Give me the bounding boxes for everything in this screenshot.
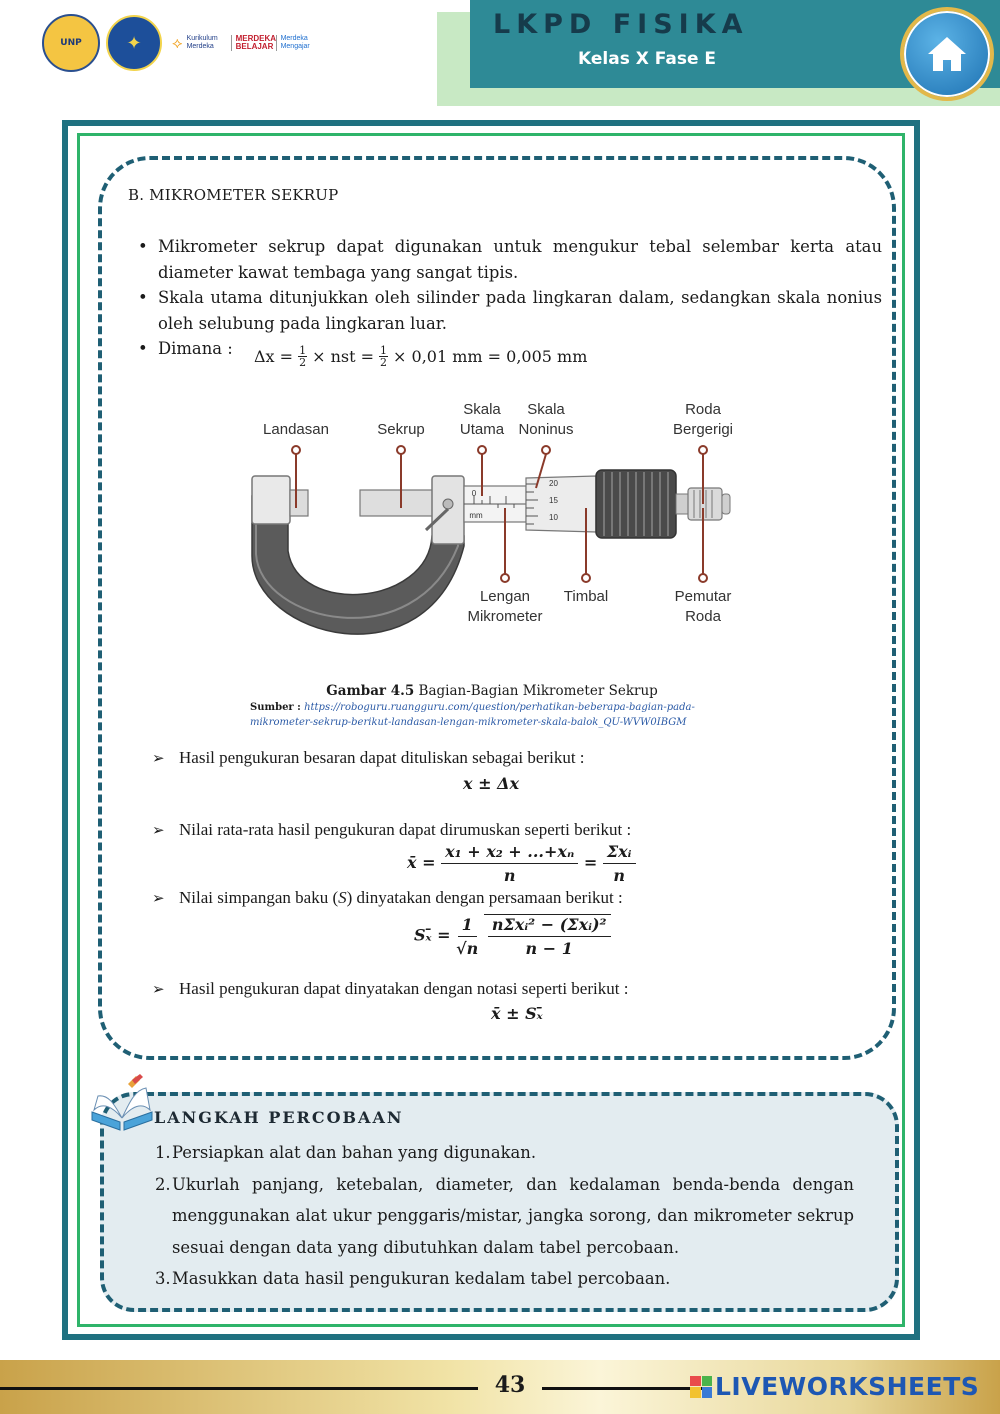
micrometer-illustration [238, 396, 750, 678]
pointer-skala-nonius [542, 446, 550, 454]
formula-lhs: Δx = [254, 347, 294, 366]
header-logos [42, 12, 319, 74]
arrow-bullet-icon: ➢ [152, 751, 165, 767]
least-count-formula [254, 345, 587, 368]
source-link[interactable]: https://roboguru.ruangguru.com/question/perhatikan-beberapa-bagian-pada-mikrometer-sekrup-berikut-landasan-lengan-mikrometer-skala-balok_QU-WVW0IBGM [250, 702, 695, 728]
worksheet-title: LKPD FISIKA [493, 9, 749, 40]
note-item: ➢ Nilai rata-rata hasil pengukuran dapat dirumuskan seperti berikut : [152, 820, 632, 839]
pointer-landasan [292, 446, 300, 454]
micrometer-anvil [252, 476, 290, 524]
footer-line-left [0, 1387, 478, 1390]
label-skala-utama-1: Skala [463, 401, 501, 418]
liveworksheets-logo[interactable] [690, 1372, 979, 1401]
label-skala-nonius-2: Noninus [518, 421, 574, 438]
note-item: ➢ Hasil pengukuran besaran dapat dituliskan sebagai berikut : [152, 748, 585, 767]
worksheet-subtitle: Kelas X Fase E [578, 49, 717, 69]
scale-20: 20 [549, 479, 558, 488]
home-icon [925, 34, 969, 74]
fraction-half: $\frac{1}{2}$ [380, 344, 388, 369]
pointer-timbal [582, 574, 590, 582]
arrow-bullet-icon: ➢ [152, 823, 165, 839]
tut-wuri-handayani-logo: ✦ [106, 15, 162, 71]
figure-source [250, 700, 734, 730]
steps-list [155, 1137, 854, 1295]
note-item: ➢ Nilai simpangan baku (S) dinyatakan dengan persamaan berikut : [152, 888, 623, 907]
home-button[interactable] [900, 7, 994, 101]
steps-title: LANGKAH PERCOBAAN [154, 1108, 404, 1127]
footer-line-right [542, 1387, 702, 1390]
caption-label: Gambar 4.5 [326, 683, 415, 699]
material-bullets [136, 234, 882, 362]
merdeka-mengajar-text: Merdeka Mengajar [276, 35, 319, 51]
label-skala-nonius-1: Skala [527, 401, 565, 418]
bullet-item: • Mikrometer sekrup dapat digunakan untuk mengukur tebal selembar kerta atau diameter kawat tembaga yang sangat tipis. [136, 234, 882, 285]
step-item: 2. Ukurlah panjang, ketebalan, diameter, dan kedalaman benda-benda dengan menggunakan alat ukur penggaris/mistar, jangka sorong, dan mikrometer sekrup sesuai dengan data yang dibutuhkan dalam tabel percobaan. [155, 1174, 854, 1257]
equation-result: x ± Δx [463, 774, 520, 793]
fraction-half: $\frac{1}{2}$ [299, 344, 307, 369]
kurikulum-mark-icon: ⟡ [172, 33, 183, 52]
university-seal-text: UNP [60, 38, 82, 48]
step-item: 3. Masukkan data hasil pengukuran kedalam tabel percobaan. [155, 1269, 671, 1288]
label-roda-2: Bergerigi [672, 421, 734, 438]
label-lengan-1: Lengan [479, 588, 531, 605]
label-timbal: Timbal [563, 588, 609, 605]
merdeka-belajar-text: MERDEKA BELAJAR [231, 35, 272, 51]
formula-mid: × nst = [312, 347, 375, 366]
pointer-sekrup [397, 446, 405, 454]
kurikulum-text: Kurikulum Merdeka [186, 35, 218, 50]
equation-mean: x̄ = $\frac{\text{x₁ + x₂ + ...+xₙ}}{n}$ = Σxᵢ n [407, 842, 636, 885]
pointer-skala-utama [478, 446, 486, 454]
step-item: 1. Persiapkan alat dan bahan yang digunakan. [155, 1143, 537, 1162]
caption-text: Bagian-Bagian Mikrometer Sekrup [418, 683, 658, 699]
figure-caption [250, 683, 734, 699]
label-skala-utama-2: Utama [459, 421, 505, 438]
formula-rhs: × 0,01 mm = 0,005 mm [393, 347, 588, 366]
liveworksheets-text: LIVEWORKSHEETS [715, 1372, 980, 1401]
section-title: B. MIKROMETER SEKRUP [128, 186, 339, 204]
pointer-roda [699, 446, 707, 454]
bullet-item: • Dimana : [136, 336, 882, 362]
source-label: Sumber : [250, 702, 301, 713]
scale-mm: mm [469, 511, 483, 520]
scale-15: 15 [549, 496, 558, 505]
arrow-bullet-icon: ➢ [152, 982, 165, 998]
pointer-lengan [501, 574, 509, 582]
label-pemutar-1: Pemutar [674, 588, 732, 605]
label-lengan-2: Mikrometer [467, 608, 543, 625]
label-sekrup: Sekrup [377, 421, 425, 438]
label-landasan: Landasan [263, 421, 329, 438]
kurikulum-merdeka-logo [172, 33, 319, 53]
scale-zero: 0 [471, 489, 477, 498]
equation-final-notation: x̄ ± Sₓ̄ [491, 1004, 543, 1023]
scale-10: 10 [549, 513, 558, 522]
pointer-pemutar [699, 574, 707, 582]
bullet-item: • Skala utama ditunjukkan oleh silinder pada lingkaran dalam, sedangkan skala nonius oleh selubung pada lingkaran luar. [136, 285, 882, 336]
equation-std-dev: Sₓ̄ = $\frac{1}{√n}$ nΣxᵢ² − (Σxᵢ)² n − 1 [414, 914, 611, 958]
arrow-bullet-icon: ➢ [152, 891, 165, 907]
label-roda-1: Roda [685, 401, 721, 418]
open-book-icon [88, 1072, 156, 1134]
university-seal-logo [42, 14, 100, 72]
micrometer-ratchet [688, 488, 722, 520]
page-number: 43 [494, 1372, 526, 1398]
note-item: ➢ Hasil pengukuran dapat dinyatakan dengan notasi seperti berikut : [152, 979, 629, 998]
label-pemutar-2: Roda [685, 608, 721, 625]
liveworksheets-mark-icon [690, 1376, 712, 1398]
micrometer-spindle [360, 490, 436, 516]
